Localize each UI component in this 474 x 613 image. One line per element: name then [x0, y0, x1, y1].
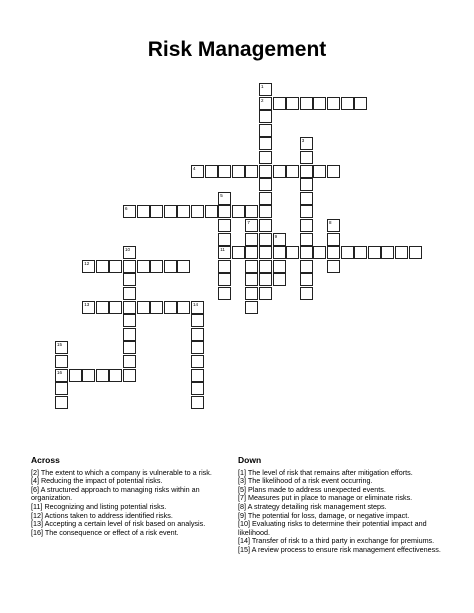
grid-cell[interactable] [273, 273, 286, 286]
down-clue: [3] The likelihood of a risk event occurring. [238, 476, 373, 486]
grid-cell[interactable] [245, 301, 258, 314]
grid-cell[interactable] [69, 369, 82, 382]
grid-cell[interactable] [259, 124, 272, 137]
grid-cell[interactable] [327, 97, 340, 110]
clue-number: 12 [84, 260, 90, 266]
grid-cell[interactable] [259, 205, 272, 218]
grid-cell[interactable] [409, 246, 422, 259]
grid-cell[interactable] [205, 165, 218, 178]
grid-cell[interactable] [232, 246, 245, 259]
grid-cell[interactable] [55, 369, 68, 382]
clue-number: 9 [274, 233, 278, 239]
grid-cell[interactable] [273, 246, 286, 259]
grid-cell[interactable] [164, 260, 177, 273]
grid-cell[interactable] [164, 205, 177, 218]
clue-number: 3 [301, 138, 305, 144]
grid-cell[interactable] [191, 301, 204, 314]
grid-cell[interactable] [259, 192, 272, 205]
grid-cell[interactable] [327, 165, 340, 178]
grid-cell[interactable] [300, 97, 313, 110]
grid-cell[interactable] [259, 287, 272, 300]
grid-cell[interactable] [123, 260, 136, 273]
clue-number: 16 [57, 369, 63, 375]
grid-cell[interactable] [273, 260, 286, 273]
grid-cell[interactable] [123, 314, 136, 327]
grid-cell[interactable] [259, 233, 272, 246]
grid-cell[interactable] [123, 341, 136, 354]
clue-number: 2 [261, 97, 264, 103]
grid-cell[interactable] [123, 369, 136, 382]
grid-cell[interactable] [327, 233, 340, 246]
grid-cell[interactable] [191, 205, 204, 218]
across-clue: [16] The consequence or effect of a risk event. [31, 527, 179, 537]
grid-cell[interactable] [218, 287, 231, 300]
across-clue: [13] Accepting a certain level of risk based on analysis. [31, 519, 206, 529]
grid-cell[interactable] [82, 301, 95, 314]
grid-cell[interactable] [55, 382, 68, 395]
grid-cell[interactable] [259, 137, 272, 150]
grid-cell[interactable] [286, 246, 299, 259]
grid-cell[interactable] [259, 83, 272, 96]
grid-cell[interactable] [300, 233, 313, 246]
down-clue: [15] A review process to ensure risk management effectiveness. [238, 544, 441, 554]
grid-cell[interactable] [300, 287, 313, 300]
grid-cell[interactable] [55, 355, 68, 368]
down-clue: [8] A strategy detailing risk management steps. [238, 501, 387, 511]
grid-cell[interactable] [300, 260, 313, 273]
grid-cell[interactable] [354, 97, 367, 110]
grid-cell[interactable] [286, 165, 299, 178]
grid-cell[interactable] [245, 233, 258, 246]
grid-cell[interactable] [300, 205, 313, 218]
grid-cell[interactable] [327, 219, 340, 232]
grid-cell[interactable] [123, 273, 136, 286]
grid-cell[interactable] [273, 233, 286, 246]
grid-cell[interactable] [96, 260, 109, 273]
grid-cell[interactable] [300, 178, 313, 191]
clue-number: 10 [125, 247, 131, 253]
grid-cell[interactable] [55, 341, 68, 354]
clue-number: 14 [193, 301, 199, 307]
grid-cell[interactable] [150, 260, 163, 273]
grid-cell[interactable] [177, 260, 190, 273]
grid-cell[interactable] [218, 273, 231, 286]
grid-cell[interactable] [177, 301, 190, 314]
grid-cell[interactable] [82, 369, 95, 382]
grid-cell[interactable] [96, 369, 109, 382]
down-clue: [10] Evaluating risks to determine their potential impact and likelihood. [238, 519, 427, 537]
grid-cell[interactable] [259, 260, 272, 273]
down-clues [238, 456, 448, 555]
down-clue: [14] Transfer of risk to a third party in exchange for premiums. [238, 536, 435, 546]
grid-cell[interactable] [123, 301, 136, 314]
grid-cell[interactable] [286, 97, 299, 110]
grid-cell[interactable] [313, 246, 326, 259]
across-clue: [6] A structured approach to managing risks within an organization. [31, 484, 200, 503]
across-clues [31, 456, 226, 537]
grid-cell[interactable] [137, 205, 150, 218]
grid-cell[interactable] [327, 260, 340, 273]
grid-cell[interactable] [313, 97, 326, 110]
grid-cell[interactable] [218, 233, 231, 246]
down-clue: [5] Plans made to address unexpected events. [238, 484, 386, 494]
grid-cell[interactable] [245, 219, 258, 232]
down-clue: [7] Measures put in place to manage or eliminate risks. [238, 493, 413, 503]
grid-cell[interactable] [150, 205, 163, 218]
grid-cell[interactable] [218, 205, 231, 218]
grid-cell[interactable] [150, 301, 163, 314]
grid-cell[interactable] [300, 192, 313, 205]
grid-cell[interactable] [259, 219, 272, 232]
grid-cell[interactable] [123, 355, 136, 368]
clue-number: 8 [329, 220, 332, 225]
across-clue: [11] Recognizing and listing potential risks. [31, 501, 167, 511]
grid-cell[interactable] [109, 301, 122, 314]
grid-cell[interactable] [300, 165, 313, 178]
clue-number: 1 [261, 84, 264, 89]
grid-cell[interactable] [245, 165, 258, 178]
grid-cell[interactable] [191, 369, 204, 382]
across-clue: [4] Reducing the impact of potential risks. [31, 476, 163, 486]
grid-cell[interactable] [191, 396, 204, 409]
grid-cell[interactable] [218, 165, 231, 178]
grid-cell[interactable] [191, 382, 204, 395]
grid-cell[interactable] [164, 301, 177, 314]
grid-cell[interactable] [109, 369, 122, 382]
grid-cell[interactable] [259, 97, 272, 110]
grid-cell[interactable] [259, 110, 272, 123]
grid-cell[interactable] [259, 165, 272, 178]
grid-cell[interactable] [300, 151, 313, 164]
grid-cell[interactable] [177, 205, 190, 218]
clue-number: 7 [247, 220, 250, 225]
grid-cell[interactable] [313, 165, 326, 178]
grid-cell[interactable] [395, 246, 408, 259]
grid-cell[interactable] [109, 260, 122, 273]
grid-cell[interactable] [245, 287, 258, 300]
down-clue: [1] The level of risk that remains after mitigation efforts. [238, 467, 413, 477]
clue-number: 11 [220, 247, 225, 253]
grid-cell[interactable] [123, 246, 136, 259]
grid-cell[interactable] [259, 273, 272, 286]
grid-cell[interactable] [327, 246, 340, 259]
clue-number: 6 [125, 206, 128, 212]
grid-cell[interactable] [245, 273, 258, 286]
grid-cell[interactable] [300, 137, 313, 150]
down-clue: [9] The potential for loss, damage, or negative impact. [238, 510, 410, 520]
grid-cell[interactable] [341, 97, 354, 110]
grid-cell[interactable] [300, 219, 313, 232]
grid-cell[interactable] [232, 165, 245, 178]
grid-cell[interactable] [96, 301, 109, 314]
grid-cell[interactable] [354, 246, 367, 259]
clue-number: 13 [84, 301, 90, 307]
grid-cell[interactable] [381, 246, 394, 259]
across-clue: [12] Actions taken to address identified risks. [31, 510, 173, 520]
grid-cell[interactable] [259, 178, 272, 191]
grid-cell[interactable] [191, 328, 204, 341]
grid-cell[interactable] [368, 246, 381, 259]
grid-cell[interactable] [245, 246, 258, 259]
grid-cell[interactable] [259, 151, 272, 164]
grid-cell[interactable] [55, 396, 68, 409]
page-title: Risk Management [147, 38, 327, 61]
grid-cell[interactable] [191, 314, 204, 327]
grid-cell[interactable] [82, 260, 95, 273]
grid-cell[interactable] [191, 165, 204, 178]
clue-number: 15 [57, 342, 63, 348]
grid-cell[interactable] [218, 260, 231, 273]
grid-cell[interactable] [205, 205, 218, 218]
clue-number: 4 [193, 165, 196, 171]
grid-cell[interactable] [259, 246, 272, 259]
grid-cell[interactable] [232, 205, 245, 218]
grid-cell[interactable] [123, 205, 136, 218]
grid-cell[interactable] [245, 260, 258, 273]
grid-cell[interactable] [341, 246, 354, 259]
grid-cell[interactable] [245, 205, 258, 218]
clue-number: 5 [220, 192, 223, 198]
down-heading: Down [238, 455, 262, 465]
grid-cell[interactable] [137, 260, 150, 273]
grid-cell[interactable] [191, 341, 204, 354]
grid-cell[interactable] [218, 219, 231, 232]
grid-cell[interactable] [123, 287, 136, 300]
grid-cell[interactable] [218, 246, 231, 259]
across-heading: Across [31, 455, 60, 465]
grid-cell[interactable] [191, 355, 204, 368]
grid-cell[interactable] [300, 246, 313, 259]
grid-cell[interactable] [273, 165, 286, 178]
grid-cell[interactable] [300, 273, 313, 286]
grid-cell[interactable] [218, 192, 231, 205]
across-clue: [2] The extent to which a company is vulnerable to a risk. [31, 467, 212, 477]
grid-cell[interactable] [137, 301, 150, 314]
grid-cell[interactable] [273, 97, 286, 110]
grid-cell[interactable] [123, 328, 136, 341]
